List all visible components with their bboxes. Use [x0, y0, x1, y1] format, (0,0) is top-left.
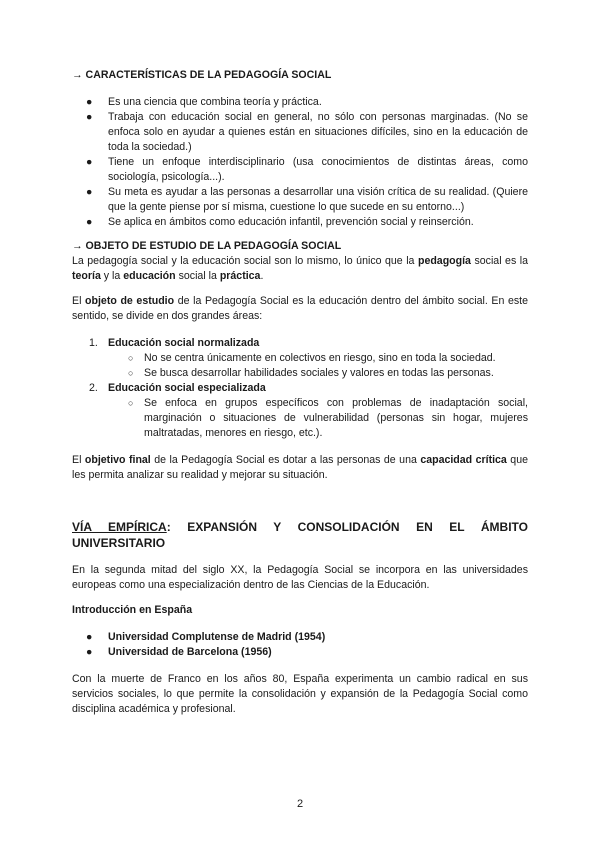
paragraph-pedagogia-educacion: La pedagogía social y la educación social son lo mismo, lo único que la pedagogía social es la teoría y la educación social la práctica.	[72, 255, 529, 282]
page-number: 2	[296, 798, 304, 810]
list-item: 1. Educación social normalizada ○ No se centra únicamente en colectivos en riesgo, sino en toda la sociedad. ○ Se busca desarrollar habilidades sociales y valores en todas las personas.	[72, 336, 528, 381]
list-item: ● Es una ciencia que combina teoría y práctica.	[86, 96, 322, 108]
bullet-icon: ●	[86, 186, 93, 198]
universities-list	[72, 630, 528, 660]
bullet-icon: ●	[86, 216, 93, 228]
area-title: Educación social normalizada	[108, 337, 260, 349]
paragraph-siglo-xx: En la segunda mitad del siglo XX, la Pedagogía Social se incorpora en las universidades europeas como una especialización dentro de las Ciencias de la Educación.	[72, 564, 528, 591]
circle-bullet-icon: ○	[128, 368, 134, 378]
section-heading-caracteristicas: → CARACTERÍSTICAS DE LA PEDAGOGÍA SOCIAL	[72, 69, 332, 81]
list-item: ○ Se enfoca en grupos específicos con problemas de inadaptación social, marginación o situaciones de vulnerabilidad (personas sin hogar, mujeres maltratadas, menores en riesgo, etc.).	[128, 397, 528, 439]
areas-list	[72, 336, 528, 441]
list-item: ● Universidad Complutense de Madrid (1954)	[86, 631, 326, 643]
list-item: ● Universidad de Barcelona (1956)	[86, 646, 272, 658]
area-title: Educación social especializada	[108, 382, 266, 394]
bullet-icon: ●	[86, 156, 93, 168]
list-item: ● Trabaja con educación social en general, no sólo con personas marginadas. (No se enfoca solo en ayudar a quienes están en situaciones difíciles, sino en la educación de toda la sociedad.)	[86, 111, 528, 153]
list-item: 2. Educación social especializada ○ Se enfoca en grupos específicos con problemas de inadaptación social, marginación o situaciones de vulnerabilidad (personas sin hogar, mujeres maltratadas, menores en riesgo, etc.).	[72, 381, 528, 441]
section-heading-via-empirica: VÍA EMPÍRICA: EXPANSIÓN Y CONSOLIDACIÓN EN EL ÁMBITO	[72, 520, 528, 534]
circle-bullet-icon: ○	[128, 353, 134, 363]
document-page	[72, 68, 528, 717]
list-item: ● Su meta es ayudar a las personas a desarrollar una visión crítica de su realidad. (Quiere que la gente piense por sí misma, cuestione lo que sucede en su entorno...)	[86, 186, 528, 213]
list-item: ● Tiene un enfoque interdisciplinario (usa conocimientos de distintas áreas, como sociología, psicología...).	[86, 156, 528, 183]
caracteristicas-list	[72, 95, 528, 230]
bullet-icon: ●	[86, 631, 93, 643]
list-item: ○ Se busca desarrollar habilidades sociales y valores en todas las personas.	[128, 367, 494, 379]
section-heading-via-empirica-line2: UNIVERSITARIO	[72, 536, 166, 550]
list-item: ● Se aplica en ámbitos como educación infantil, prevención social y reinserción.	[86, 216, 474, 228]
paragraph-objeto-estudio: El objeto de estudio de la Pedagogía Social es la educación dentro del ámbito social. En este sentido, se divide en dos grandes áreas:	[72, 295, 528, 322]
bullet-icon: ●	[86, 96, 93, 108]
circle-bullet-icon: ○	[128, 398, 134, 408]
paragraph-objetivo-final: El objetivo final de la Pedagogía Social es dotar a las personas de una capacidad crítica que les permita analizar su realidad y mejorar su situación.	[72, 454, 528, 481]
subheading-introduccion-espana: Introducción en España	[72, 604, 193, 616]
bullet-icon: ●	[86, 646, 93, 658]
list-item: ○ No se centra únicamente en colectivos en riesgo, sino en toda la sociedad.	[128, 352, 496, 364]
bullet-icon: ●	[86, 111, 93, 123]
section-heading-objeto: → OBJETO DE ESTUDIO DE LA PEDAGOGÍA SOCIAL	[72, 240, 342, 252]
paragraph-franco: Con la muerte de Franco en los años 80, España experimenta un cambio radical en sus servicios sociales, lo que permite la consolidación y expansión de la Pedagogía Social como disciplina académica y profesional.	[72, 673, 528, 715]
